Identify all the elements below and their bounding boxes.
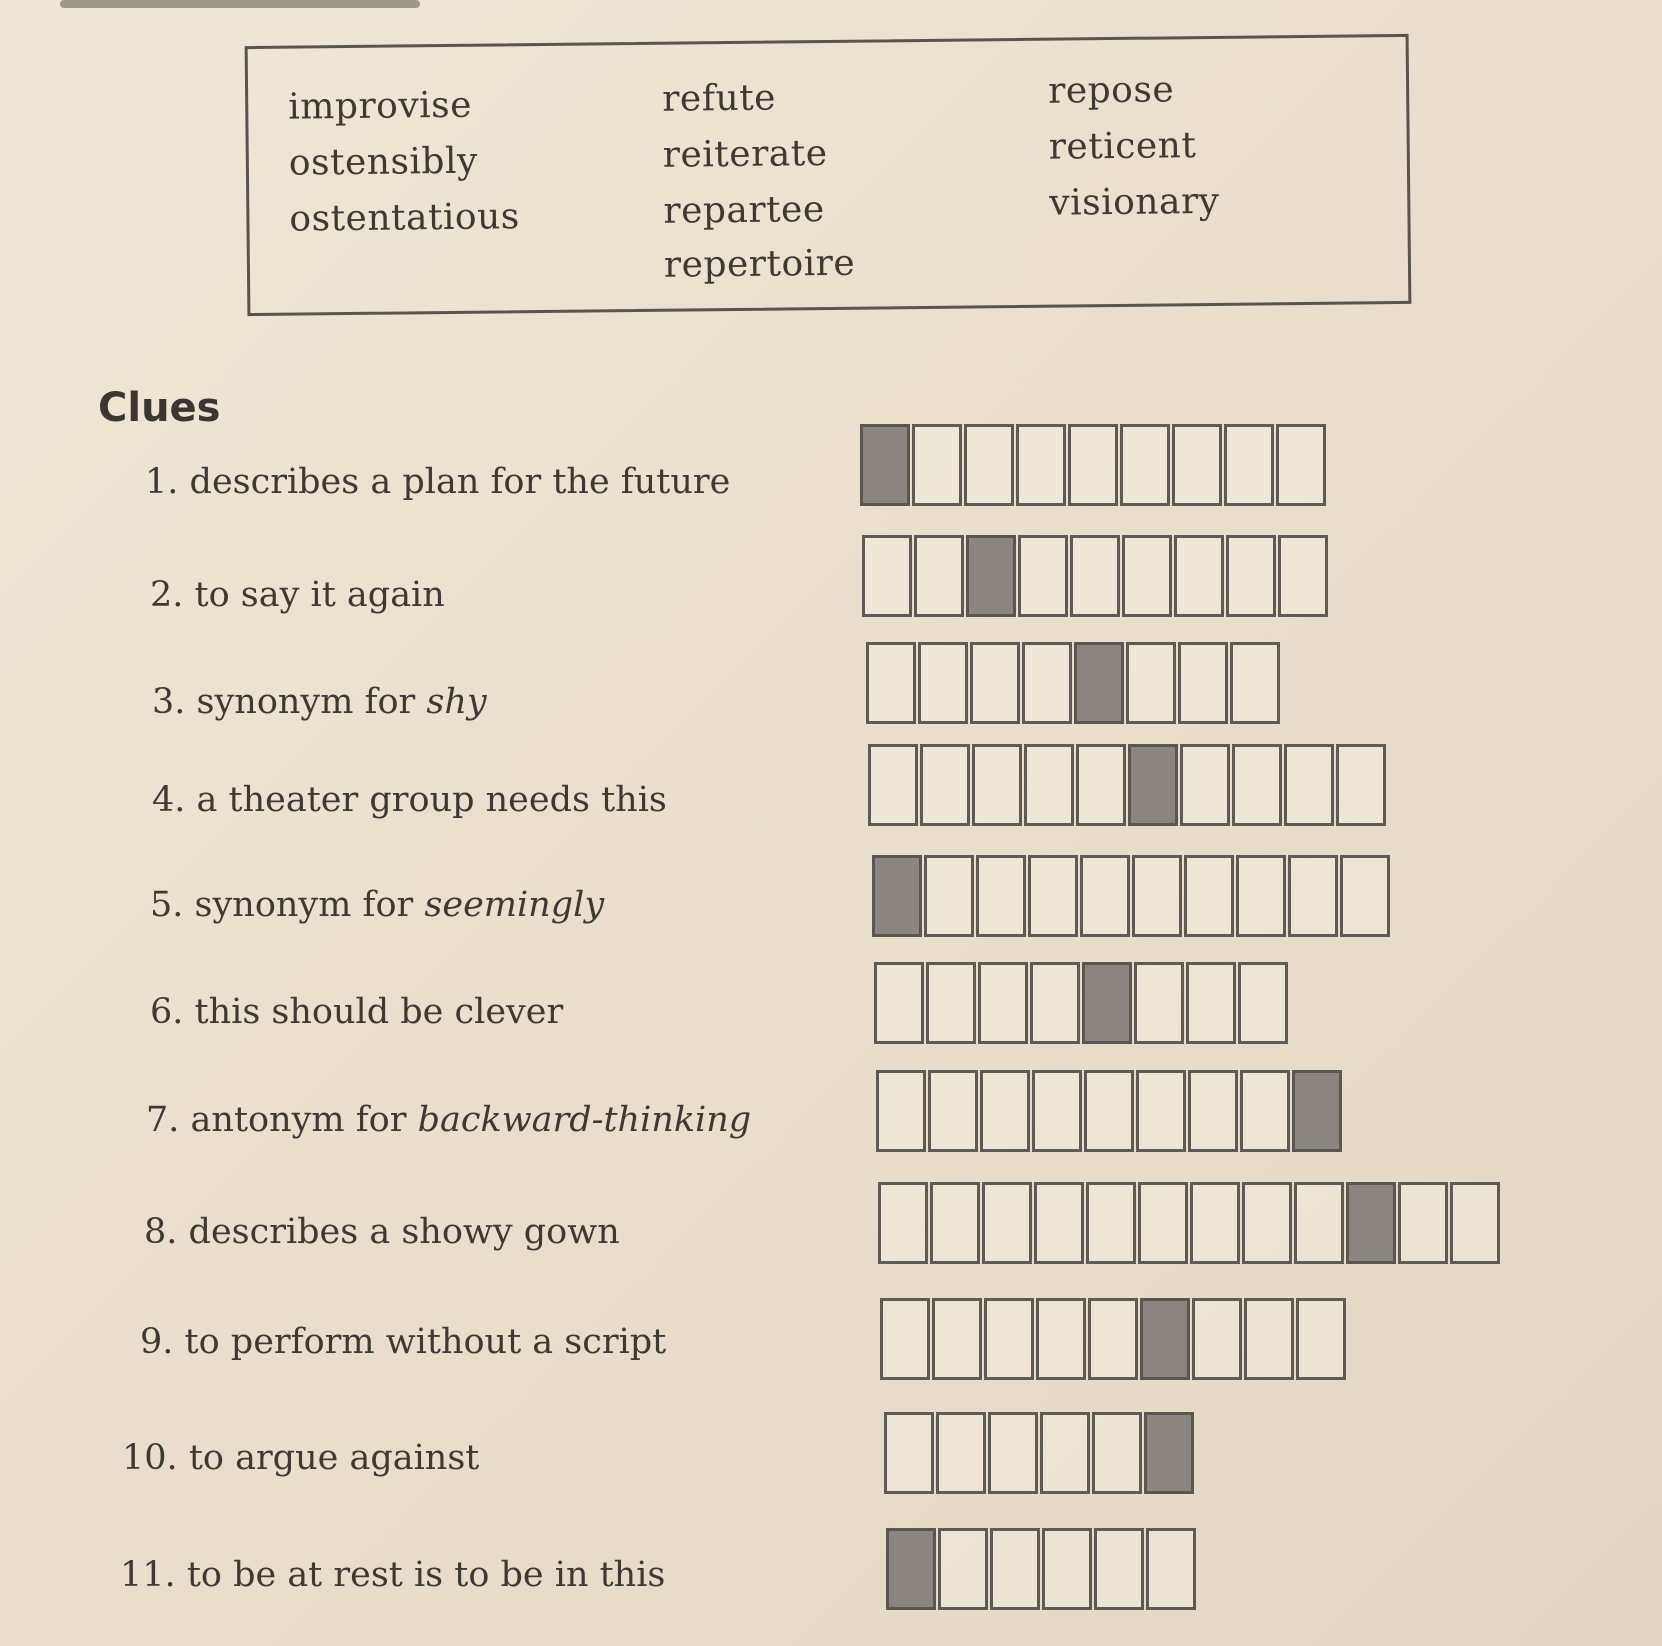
letter-box[interactable] bbox=[876, 1070, 926, 1152]
letter-box[interactable] bbox=[1088, 1298, 1138, 1380]
letter-box[interactable] bbox=[1016, 424, 1066, 506]
letter-box[interactable] bbox=[978, 962, 1028, 1044]
shaded-letter-box[interactable] bbox=[1128, 744, 1178, 826]
letter-box[interactable] bbox=[1070, 535, 1120, 617]
letter-box[interactable] bbox=[1018, 535, 1068, 617]
letter-box[interactable] bbox=[1068, 424, 1118, 506]
clues-heading: Clues bbox=[98, 385, 221, 431]
letter-box[interactable] bbox=[1076, 744, 1126, 826]
letter-box[interactable] bbox=[1276, 424, 1326, 506]
letter-box[interactable] bbox=[1040, 1412, 1090, 1494]
clue-text: a theater group needs this bbox=[196, 780, 667, 820]
clue-5 bbox=[150, 885, 604, 925]
clue-number: 3. bbox=[152, 682, 186, 722]
clue-9 bbox=[140, 1322, 666, 1362]
letter-box[interactable] bbox=[928, 1070, 978, 1152]
clue-text: this should be clever bbox=[194, 992, 564, 1032]
answer-boxes-1 bbox=[860, 424, 1326, 506]
letter-box[interactable] bbox=[1120, 424, 1170, 506]
answer-boxes-6 bbox=[874, 962, 1288, 1044]
shaded-letter-box[interactable] bbox=[886, 1528, 936, 1610]
letter-box[interactable] bbox=[1132, 855, 1182, 937]
letter-box[interactable] bbox=[1122, 535, 1172, 617]
letter-box[interactable] bbox=[1288, 855, 1338, 937]
letter-box[interactable] bbox=[1230, 642, 1280, 724]
letter-box[interactable] bbox=[1172, 424, 1222, 506]
letter-box[interactable] bbox=[1086, 1182, 1136, 1264]
clue-3 bbox=[152, 682, 487, 722]
shaded-letter-box[interactable] bbox=[872, 855, 922, 937]
answer-boxes-9 bbox=[880, 1298, 1346, 1380]
letter-box[interactable] bbox=[1224, 424, 1274, 506]
letter-box[interactable] bbox=[1134, 962, 1184, 1044]
letter-box[interactable] bbox=[990, 1528, 1040, 1610]
letter-box[interactable] bbox=[1030, 962, 1080, 1044]
word-bank-item: reticent bbox=[1048, 125, 1197, 168]
clue-1 bbox=[145, 462, 730, 502]
letter-box[interactable] bbox=[1186, 962, 1236, 1044]
clue-number: 11. bbox=[120, 1555, 176, 1595]
clue-number: 10. bbox=[122, 1438, 178, 1478]
answer-boxes-3 bbox=[866, 642, 1280, 724]
clue-italic-term: shy bbox=[426, 682, 487, 722]
answer-boxes-2 bbox=[862, 535, 1328, 617]
clue-text: to be at rest is to be in this bbox=[186, 1555, 666, 1595]
letter-box[interactable] bbox=[1242, 1182, 1292, 1264]
letter-box[interactable] bbox=[1126, 642, 1176, 724]
word-bank-item: improvise bbox=[288, 84, 473, 128]
clue-6 bbox=[150, 992, 563, 1032]
letter-box[interactable] bbox=[866, 642, 916, 724]
clue-number: 5. bbox=[150, 885, 184, 925]
letter-box[interactable] bbox=[1174, 535, 1224, 617]
clue-text: to perform without a script bbox=[184, 1322, 667, 1362]
letter-box[interactable] bbox=[920, 744, 970, 826]
clue-text: describes a plan for the future bbox=[189, 462, 731, 502]
word-bank-item: repertoire bbox=[663, 242, 856, 286]
shaded-letter-box[interactable] bbox=[1074, 642, 1124, 724]
letter-box[interactable] bbox=[880, 1298, 930, 1380]
clue-2 bbox=[150, 575, 445, 615]
letter-box[interactable] bbox=[1180, 744, 1230, 826]
clue-italic-term: backward-thinking bbox=[417, 1100, 752, 1140]
letter-box[interactable] bbox=[1036, 1298, 1086, 1380]
clue-text: synonym for bbox=[196, 682, 427, 722]
letter-box[interactable] bbox=[1146, 1528, 1196, 1610]
letter-box[interactable] bbox=[1232, 744, 1282, 826]
letter-box[interactable] bbox=[972, 744, 1022, 826]
clue-italic-term: seemingly bbox=[424, 885, 605, 925]
letter-box[interactable] bbox=[976, 855, 1026, 937]
letter-box[interactable] bbox=[874, 962, 924, 1044]
word-bank-item: refute bbox=[661, 77, 777, 120]
answer-boxes-11 bbox=[886, 1528, 1196, 1610]
letter-box[interactable] bbox=[878, 1182, 928, 1264]
shaded-letter-box[interactable] bbox=[1140, 1298, 1190, 1380]
letter-box[interactable] bbox=[1284, 744, 1334, 826]
letter-box[interactable] bbox=[1294, 1182, 1344, 1264]
answer-boxes-7 bbox=[876, 1070, 1342, 1152]
clue-number: 7. bbox=[146, 1100, 180, 1140]
answer-boxes-4 bbox=[868, 744, 1386, 826]
clue-number: 2. bbox=[150, 575, 184, 615]
letter-box[interactable] bbox=[1398, 1182, 1448, 1264]
letter-box[interactable] bbox=[924, 855, 974, 937]
letter-box[interactable] bbox=[862, 535, 912, 617]
clue-number: 6. bbox=[150, 992, 184, 1032]
letter-box[interactable] bbox=[970, 642, 1020, 724]
letter-box[interactable] bbox=[1450, 1182, 1500, 1264]
letter-box[interactable] bbox=[1084, 1070, 1134, 1152]
letter-box[interactable] bbox=[1192, 1298, 1242, 1380]
letter-box[interactable] bbox=[930, 1182, 980, 1264]
letter-box[interactable] bbox=[932, 1298, 982, 1380]
answer-boxes-10 bbox=[884, 1412, 1194, 1494]
letter-box[interactable] bbox=[1094, 1528, 1144, 1610]
letter-box[interactable] bbox=[1042, 1528, 1092, 1610]
clue-number: 4. bbox=[152, 780, 186, 820]
shaded-letter-box[interactable] bbox=[1292, 1070, 1342, 1152]
letter-box[interactable] bbox=[1136, 1070, 1186, 1152]
clue-number: 9. bbox=[140, 1322, 174, 1362]
letter-box[interactable] bbox=[918, 642, 968, 724]
clue-text: describes a showy gown bbox=[188, 1212, 620, 1252]
clue-11 bbox=[120, 1555, 665, 1595]
shaded-letter-box[interactable] bbox=[860, 424, 910, 506]
shaded-letter-box[interactable] bbox=[1144, 1412, 1194, 1494]
clue-4 bbox=[152, 780, 667, 820]
word-bank-item: visionary bbox=[1049, 180, 1220, 224]
letter-box[interactable] bbox=[1238, 962, 1288, 1044]
clue-number: 1. bbox=[145, 462, 179, 502]
shaded-letter-box[interactable] bbox=[1082, 962, 1132, 1044]
answer-boxes-8 bbox=[878, 1182, 1500, 1264]
letter-box[interactable] bbox=[1296, 1298, 1346, 1380]
letter-box[interactable] bbox=[1024, 744, 1074, 826]
letter-box[interactable] bbox=[1190, 1182, 1240, 1264]
word-bank-item: repartee bbox=[663, 189, 825, 232]
word-bank-item: repose bbox=[1047, 69, 1175, 112]
clue-text: to say it again bbox=[194, 575, 445, 615]
clue-text: synonym for bbox=[194, 885, 425, 925]
letter-box[interactable] bbox=[1022, 642, 1072, 724]
letter-box[interactable] bbox=[1340, 855, 1390, 937]
word-bank-item: ostentatious bbox=[289, 196, 520, 240]
clue-number: 8. bbox=[144, 1212, 178, 1252]
letter-box[interactable] bbox=[988, 1412, 1038, 1494]
letter-box[interactable] bbox=[868, 744, 918, 826]
letter-box[interactable] bbox=[1032, 1070, 1082, 1152]
clue-8 bbox=[144, 1212, 620, 1252]
word-bank-item: reiterate bbox=[662, 133, 828, 176]
letter-box[interactable] bbox=[982, 1182, 1032, 1264]
clue-7 bbox=[146, 1100, 751, 1140]
clue-10 bbox=[122, 1438, 479, 1478]
letter-box[interactable] bbox=[980, 1070, 1030, 1152]
letter-box[interactable] bbox=[936, 1412, 986, 1494]
letter-box[interactable] bbox=[1226, 535, 1276, 617]
letter-box[interactable] bbox=[1092, 1412, 1142, 1494]
letter-box[interactable] bbox=[1178, 642, 1228, 724]
letter-box[interactable] bbox=[912, 424, 962, 506]
cut-off-title-strip bbox=[60, 0, 420, 8]
letter-box[interactable] bbox=[1236, 855, 1286, 937]
shaded-letter-box[interactable] bbox=[966, 535, 1016, 617]
letter-box[interactable] bbox=[1138, 1182, 1188, 1264]
letter-box[interactable] bbox=[884, 1412, 934, 1494]
letter-box[interactable] bbox=[914, 535, 964, 617]
letter-box[interactable] bbox=[964, 424, 1014, 506]
word-bank bbox=[245, 34, 1412, 316]
letter-box[interactable] bbox=[1028, 855, 1078, 937]
answer-boxes-5 bbox=[872, 855, 1390, 937]
letter-box[interactable] bbox=[926, 962, 976, 1044]
letter-box[interactable] bbox=[1244, 1298, 1294, 1380]
letter-box[interactable] bbox=[1240, 1070, 1290, 1152]
letter-box[interactable] bbox=[1278, 535, 1328, 617]
letter-box[interactable] bbox=[984, 1298, 1034, 1380]
letter-box[interactable] bbox=[1188, 1070, 1238, 1152]
clue-text: antonym for bbox=[190, 1100, 418, 1140]
clue-text: to argue against bbox=[188, 1438, 480, 1478]
letter-box[interactable] bbox=[1184, 855, 1234, 937]
word-bank-item: ostensibly bbox=[288, 140, 479, 184]
letter-box[interactable] bbox=[1034, 1182, 1084, 1264]
shaded-letter-box[interactable] bbox=[1346, 1182, 1396, 1264]
letter-box[interactable] bbox=[938, 1528, 988, 1610]
letter-box[interactable] bbox=[1336, 744, 1386, 826]
letter-box[interactable] bbox=[1080, 855, 1130, 937]
